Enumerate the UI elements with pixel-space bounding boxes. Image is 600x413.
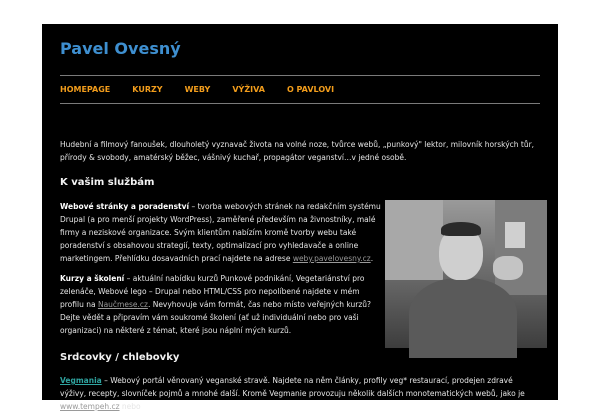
- services-heading: K vašim službám: [60, 177, 155, 188]
- service-web-link[interactable]: weby.pavelovesny.cz: [292, 254, 371, 263]
- service-courses-paragraph: [60, 272, 382, 337]
- main-content: [60, 138, 540, 413]
- service-courses-title: Kurzy a školení: [60, 274, 125, 283]
- header-rule-top: [60, 75, 540, 76]
- nav-item-weby[interactable]: WEBY: [184, 85, 211, 94]
- service-web-text: – tvorba webových stránek na redakčním systému Drupal (a pro menší projekty WordPress), zaměřené především na živnostníky, malé firmy a neziskové organizace. Svým klientům nabízím kromě tvorby webu také poradenství s obsahovou strategií, texty, optimalizací pro vyhledavače a online marketingem. Přehlídku dosavadních prací najdete na adrese: [60, 202, 381, 263]
- intro-text: Hudební a filmový fanoušek, dlouholetý vyznavač života na volné noze, tvůrce webů, „punkový" lektor, milovník horských tůr, přírody & svobody, amatérský běžec, vášnivý kuchař, propagátor veganství…v jedné osobě.: [60, 140, 535, 162]
- vegmania-paragraph: [60, 374, 540, 413]
- nav-item-homepage[interactable]: HOMEPAGE: [60, 85, 111, 94]
- service-courses-link[interactable]: Naučmese.cz: [97, 300, 148, 309]
- nav-item-kurzy[interactable]: KURZY: [132, 85, 163, 94]
- main-nav: [60, 83, 356, 97]
- photo-person-hair: [441, 222, 481, 236]
- nav-item-o-pavlovi[interactable]: O PAVLOVI: [286, 85, 335, 94]
- service-web-after: .: [370, 254, 374, 263]
- vegmania-text: – Webový portál věnovaný veganské stravě. Najdete na něm články, profily veg* restaurací, prodejen zdravé výživy, recepty, slovníček pojmů a mnohé další. Kromě Vegmanie provozuju několik dalších monotematických webů, jako je: [60, 376, 525, 398]
- service-courses-after: . Nevyhovuje vám formát, čas nebo místo veřejných kurzů? Dejte vědět a připravím vám soukromé školení (ať už individuální nebo pro vaši organizaci) na některé z témat, které jsou náplní mých kurzů.: [60, 300, 372, 335]
- service-web-paragraph: [60, 200, 382, 265]
- header-rule-bottom: [60, 103, 540, 104]
- profile-photo: [385, 200, 547, 348]
- service-web-title: Webové stránky a poradenství: [60, 202, 190, 211]
- tempeh-link[interactable]: www.tempeh.cz: [60, 402, 120, 411]
- vegmania-link[interactable]: Vegmania: [60, 376, 102, 385]
- service-courses-text: – aktuální nabídku kurzů Punkové podnikání, Vegetariánství pro zelenáče, Webové lego – Drupal nebo HTML/CSS pro nepolíbené najdete v mém profilu na: [60, 274, 365, 309]
- vegmania-after: nebo: [119, 402, 141, 411]
- services-row: [60, 200, 540, 337]
- page-container: [42, 24, 558, 411]
- site-title[interactable]: Pavel Ovesný: [60, 39, 181, 58]
- photo-sign: [505, 222, 525, 248]
- nav-item-vyziva[interactable]: VÝŽIVA: [232, 85, 265, 94]
- services-text-column: [60, 200, 382, 337]
- photo-person-body: [409, 278, 517, 358]
- links-heading: Srdcovky / chlebovky: [60, 352, 180, 363]
- photo-person-hand: [493, 256, 523, 280]
- photo-building-left: [385, 200, 443, 280]
